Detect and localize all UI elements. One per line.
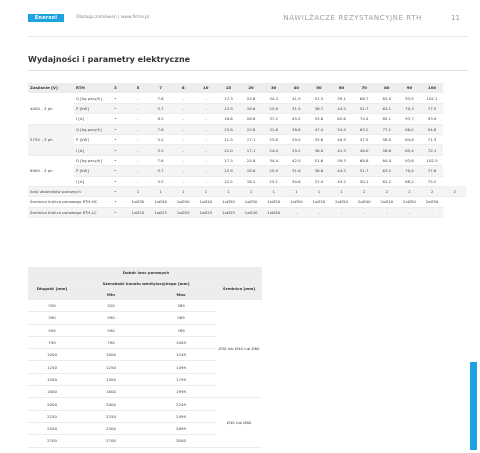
parameter-label: Q [kg pary/h] xyxy=(74,155,104,165)
duct-width-max: 2699 xyxy=(146,422,216,434)
table-cell: 31.6 xyxy=(262,124,285,134)
table-cell: 68,2 xyxy=(398,176,421,186)
lance-table-header-row xyxy=(28,278,262,289)
column-header: RTH xyxy=(74,83,104,93)
table-cell: 1xØ40 xyxy=(262,207,285,217)
table-cell: 1xØ40 xyxy=(195,197,218,207)
column-header: 15 xyxy=(217,83,240,93)
table-cell: 41.9 xyxy=(285,93,308,103)
table-cell: 2 xyxy=(443,186,466,196)
parameter-label: Q [kg pary/h] xyxy=(74,93,104,103)
table-cell: 12.9 xyxy=(217,103,240,113)
table-row xyxy=(28,155,466,165)
table-cell: • xyxy=(104,124,127,134)
lance-length: 590 xyxy=(28,324,76,336)
table-cell: 22.8 xyxy=(240,124,263,134)
table-cell: 58.0 xyxy=(376,134,399,144)
lance-length: 1000 xyxy=(28,349,76,361)
lance-length: 790 xyxy=(28,336,76,348)
parameter-label: I [A] xyxy=(74,176,104,186)
lance-selection-table xyxy=(28,267,262,448)
table-cell: 1xØ40 xyxy=(240,207,263,217)
table-cell: • xyxy=(104,145,127,155)
table-cell: • xyxy=(104,207,127,217)
table-cell: 48.0 xyxy=(353,145,376,155)
lance-length: 1500 xyxy=(28,373,76,385)
table-cell: 1 xyxy=(127,186,150,196)
lance-length: 350 xyxy=(28,300,76,312)
lance-group-header: Dobór lanc parowych xyxy=(76,267,216,278)
table-cell: 2xØ50 xyxy=(421,197,444,207)
table-cell: • xyxy=(104,197,127,207)
table-cell: 34.4 xyxy=(262,93,285,103)
table-cell: 51.7 xyxy=(353,103,376,113)
table-cell: 64,6 xyxy=(398,134,421,144)
table-cell: 1 xyxy=(195,186,218,196)
table-cell: 11.9 xyxy=(217,134,240,144)
table-cell: 93,7 xyxy=(398,114,421,124)
table-cell: 102.1 xyxy=(421,93,444,103)
duct-width-min: 2700 xyxy=(76,435,146,447)
table-cell: 58.6 xyxy=(376,145,399,155)
table-cell: 1xØ40 xyxy=(149,197,172,207)
table-cell: 50.1 xyxy=(353,176,376,186)
parameter-label: I [A] xyxy=(74,145,104,155)
table-cell: 15.8 xyxy=(217,124,240,134)
column-header: 50 xyxy=(308,83,331,93)
table-cell: 5.5 xyxy=(149,176,172,186)
table-cell: 59.3 xyxy=(330,155,353,165)
table-row xyxy=(28,114,466,124)
lance-table-body xyxy=(28,300,262,448)
table-cell: • xyxy=(104,155,127,165)
table-cell: - xyxy=(127,134,150,144)
table-cell: 17.1 xyxy=(240,145,263,155)
table-cell: 38.7 xyxy=(308,103,331,113)
row-label: Średnica króćca parowego RTH-HC xyxy=(28,197,104,207)
table-cell: 44.5 xyxy=(330,103,353,113)
length-header: Długość [mm] xyxy=(28,278,76,300)
lance-table-group-header-row xyxy=(28,267,262,278)
duct-width-min: 1250 xyxy=(76,361,146,373)
min-header: Min xyxy=(76,289,146,300)
row-label: Ilość zbiorników parowych xyxy=(28,186,104,196)
table-cell: - xyxy=(172,166,195,176)
table-cell: 63.2 xyxy=(376,166,399,176)
parameter-label: P [kW] xyxy=(74,166,104,176)
table-cell: 23.8 xyxy=(262,134,285,144)
table-cell: 24.8 xyxy=(240,93,263,103)
performance-header-row xyxy=(28,83,466,93)
table-cell: 42.0 xyxy=(285,155,308,165)
table-cell: 84.0 xyxy=(376,155,399,165)
table-cell: - xyxy=(308,207,331,217)
duct-width-max: 1999 xyxy=(146,386,216,398)
table-cell: 2 xyxy=(353,186,376,196)
duct-width-min: 390 xyxy=(76,312,146,324)
table-cell: 2xØ50 xyxy=(398,197,421,207)
table-cell: 31.5 xyxy=(285,103,308,113)
table-cell: 36.0 xyxy=(308,145,331,155)
table-cell: 77.5 xyxy=(421,103,444,113)
table-cell: 85.1 xyxy=(376,114,399,124)
table-cell: - xyxy=(195,166,218,176)
lance-length: 2000 xyxy=(28,398,76,410)
supply-voltage: 400V - 3 ph xyxy=(28,93,74,124)
section-divider xyxy=(28,70,468,71)
table-cell: - xyxy=(172,155,195,165)
table-cell: 31.6 xyxy=(285,166,308,176)
row-label: Średnica króćca parowego RTH-LC xyxy=(28,207,104,217)
table-cell: 94.8 xyxy=(421,124,444,134)
table-cell: 63.2 xyxy=(353,124,376,134)
table-cell: 1xØ30 xyxy=(127,197,150,207)
table-cell: 1xØ50 xyxy=(240,197,263,207)
table-cell: 25.1 xyxy=(262,176,285,186)
table-cell: • xyxy=(104,93,127,103)
table-row xyxy=(28,207,466,217)
table-cell: 1 xyxy=(330,186,353,196)
table-cell: 77.1 xyxy=(376,124,399,134)
table-cell: 93.9 xyxy=(421,114,444,124)
table-cell: 12.0 xyxy=(217,145,240,155)
table-cell: - xyxy=(127,155,150,165)
table-cell: 2 xyxy=(376,186,399,196)
table-cell: 18.6 xyxy=(217,114,240,124)
table-row xyxy=(28,103,466,113)
column-header: 7 xyxy=(149,83,172,93)
table-cell: 1xØ50 xyxy=(217,197,240,207)
column-header: 60 xyxy=(330,83,353,93)
page-number: 11 xyxy=(451,14,460,22)
table-cell: 38.8 xyxy=(308,166,331,176)
table-cell: 68.8 xyxy=(353,155,376,165)
table-cell: - xyxy=(172,114,195,124)
table-cell: 1xØ50 xyxy=(285,197,308,207)
column-header: 8 xyxy=(172,83,195,93)
table-cell: 70,4 xyxy=(398,166,421,176)
table-cell: • xyxy=(104,114,127,124)
table-cell: 5.2 xyxy=(149,134,172,144)
table-cell: 74.4 xyxy=(353,114,376,124)
performance-table xyxy=(28,83,466,218)
table-cell: 102.5 xyxy=(421,155,444,165)
table-row xyxy=(28,186,466,196)
table-cell: 2 xyxy=(421,186,444,196)
table-cell: 25.8 xyxy=(262,103,285,113)
diameter-header: Średnica [mm] xyxy=(216,278,262,300)
table-cell: 1 xyxy=(217,186,240,196)
column-header: 20 xyxy=(240,83,263,93)
table-cell: - xyxy=(172,145,195,155)
table-cell: 55.8 xyxy=(308,114,331,124)
duct-width-max: 589 xyxy=(146,312,216,324)
table-cell: 1xØ25 xyxy=(127,207,150,217)
table-cell: - xyxy=(398,207,421,217)
table-row xyxy=(28,124,466,134)
table-cell: 2xØ40 xyxy=(353,197,376,207)
table-cell: 8.3 xyxy=(149,114,172,124)
lance-length: 1800 xyxy=(28,386,76,398)
column-header: 10 xyxy=(195,83,218,93)
column-header: 30 xyxy=(262,83,285,93)
table-cell: 1xØ40 xyxy=(172,197,195,207)
table-cell: 1 xyxy=(262,186,285,196)
parameter-label: Q [kg pary/h] xyxy=(74,124,104,134)
duct-width-min: 1800 xyxy=(76,386,146,398)
table-cell: 7.6 xyxy=(149,155,172,165)
table-cell: 77.6 xyxy=(421,166,444,176)
table-cell: 51.5 xyxy=(308,93,331,103)
table-cell: 86,0 xyxy=(398,124,421,134)
table-cell: 17.1 xyxy=(240,134,263,144)
duct-width-max: 789 xyxy=(146,324,216,336)
lance-length: 2250 xyxy=(28,410,76,422)
table-cell: 1xØ50 xyxy=(262,197,285,207)
table-cell: 1xØ25 xyxy=(172,207,195,217)
performance-table-header xyxy=(28,83,466,93)
table-cell: 37.4 xyxy=(308,176,331,186)
table-cell: - xyxy=(172,103,195,113)
diameter-value: Ø30 lub Ø40 lub Ø60 xyxy=(216,300,262,398)
table-cell: - xyxy=(353,207,376,217)
table-cell: - xyxy=(127,145,150,155)
duct-width-min: 1000 xyxy=(76,349,146,361)
parameter-label: I [A] xyxy=(74,114,104,124)
table-cell: 34.4 xyxy=(262,155,285,165)
table-row xyxy=(28,166,466,176)
table-cell: 93,5 xyxy=(398,93,421,103)
table-cell: 83.9 xyxy=(376,93,399,103)
table-cell: 1xØ50 xyxy=(308,197,331,207)
table-cell: 44.5 xyxy=(330,166,353,176)
table-cell: 75.2 xyxy=(421,176,444,186)
table-cell: 47.5 xyxy=(353,134,376,144)
table-cell: - xyxy=(195,176,218,186)
max-header: Max xyxy=(146,289,216,300)
table-cell: 29.2 xyxy=(285,145,308,155)
table-cell: 7.6 xyxy=(149,93,172,103)
table-cell: 1 xyxy=(240,186,263,196)
parameter-label: P [kW] xyxy=(74,103,104,113)
table-cell: • xyxy=(104,186,127,196)
table-cell: 59.1 xyxy=(330,93,353,103)
table-cell: 37.2 xyxy=(262,114,285,124)
table-cell: 54.4 xyxy=(330,124,353,134)
column-header: 80 xyxy=(376,83,399,93)
table-cell: 43.2 xyxy=(330,176,353,186)
table-cell: - xyxy=(127,103,150,113)
table-row xyxy=(28,145,466,155)
duct-width-max: 1799 xyxy=(146,373,216,385)
duct-width-max: 2499 xyxy=(146,410,216,422)
page-title: NAWILŻACZE REZYSTANCYJNE RTH xyxy=(283,14,422,22)
table-cell: 1xØ25 xyxy=(149,207,172,217)
table-cell: 25.9 xyxy=(262,166,285,176)
table-cell: 1 xyxy=(285,186,308,196)
table-cell: • xyxy=(104,176,127,186)
table-cell: - xyxy=(172,134,195,144)
table-cell: 2xØ50 xyxy=(330,197,353,207)
duct-width-max: 1249 xyxy=(146,349,216,361)
duct-width-min: 590 xyxy=(76,324,146,336)
duct-width-min: 2000 xyxy=(76,398,146,410)
table-cell: 5.3 xyxy=(149,145,172,155)
duct-width-max: 1499 xyxy=(146,361,216,373)
table-cell: 2 xyxy=(398,186,421,196)
lance-selection-table-wrap xyxy=(28,267,262,448)
diameter-value: Ø40 lub Ø60 xyxy=(216,398,262,447)
duct-width-min: 320 xyxy=(76,300,146,312)
column-header: 100 xyxy=(421,83,444,93)
section-heading: Wydajności i parametry elektryczne xyxy=(28,55,191,64)
table-row xyxy=(28,93,466,103)
table-cell: 1 xyxy=(149,186,172,196)
lance-length: 390 xyxy=(28,312,76,324)
table-cell: 29.0 xyxy=(285,134,308,144)
table-cell: - xyxy=(330,207,353,217)
table-row xyxy=(28,134,466,144)
duct-width-max: 1009 xyxy=(146,336,216,348)
column-header: 3 xyxy=(104,83,127,93)
duct-width-min: 790 xyxy=(76,336,146,348)
table-cell: 1 xyxy=(308,186,331,196)
table-cell: - xyxy=(421,207,444,217)
table-cell: 65,4 xyxy=(398,145,421,155)
column-header: Zasilanie [V] xyxy=(28,83,74,93)
table-cell: 17.3 xyxy=(217,155,240,165)
duct-width-min: 1500 xyxy=(76,373,146,385)
column-header: 70 xyxy=(353,83,376,93)
column-header: 5 xyxy=(127,83,150,93)
duct-width-header: Szerokość kanału wentylacyjnego [mm] xyxy=(76,278,216,289)
table-cell: 26.8 xyxy=(240,114,263,124)
accent-bar xyxy=(470,362,477,450)
table-cell: 12.5 xyxy=(217,176,240,186)
table-cell: 18.6 xyxy=(240,103,263,113)
table-cell: 7.6 xyxy=(149,124,172,134)
lance-length: 2700 xyxy=(28,435,76,447)
table-cell: 18.1 xyxy=(240,176,263,186)
table-cell: - xyxy=(127,166,150,176)
table-cell: 41.3 xyxy=(330,145,353,155)
table-cell: 68.7 xyxy=(353,93,376,103)
table-cell: 51.7 xyxy=(353,166,376,176)
table-cell: 70,3 xyxy=(398,103,421,113)
table-cell: - xyxy=(376,207,399,217)
table-cell: 40.9 xyxy=(330,134,353,144)
table-row xyxy=(28,176,466,186)
table-cell: 2xØ40 xyxy=(376,197,399,207)
parameter-label: P [kW] xyxy=(74,134,104,144)
table-cell: 63.1 xyxy=(376,103,399,113)
table-cell: - xyxy=(195,134,218,144)
table-cell: 51.6 xyxy=(308,155,331,165)
column-header: 90 xyxy=(398,83,421,93)
table-cell: 1 xyxy=(172,186,195,196)
table-cell: 12.9 xyxy=(217,166,240,176)
table-cell: 72.1 xyxy=(421,145,444,155)
table-cell: 1xØ25 xyxy=(195,207,218,217)
table-cell: - xyxy=(195,103,218,113)
duct-width-max: 3000 xyxy=(146,435,216,447)
table-row xyxy=(28,300,262,312)
table-cell: - xyxy=(127,93,150,103)
table-cell: 24.8 xyxy=(240,155,263,165)
lance-length: 2500 xyxy=(28,422,76,434)
table-cell: 5.7 xyxy=(149,166,172,176)
table-cell: 1xØ25 xyxy=(217,207,240,217)
brand-logo: Enersol xyxy=(28,14,64,22)
table-cell: 47.4 xyxy=(308,124,331,134)
table-cell: - xyxy=(195,155,218,165)
table-cell: 62.6 xyxy=(330,114,353,124)
table-cell: 61.2 xyxy=(376,176,399,186)
table-cell: 35.6 xyxy=(308,134,331,144)
supply-voltage: 575V - 3 ph xyxy=(28,124,74,155)
table-cell: 17.3 xyxy=(217,93,240,103)
column-header: 40 xyxy=(285,83,308,93)
table-cell: - xyxy=(195,93,218,103)
table-cell: - xyxy=(172,93,195,103)
duct-width-max: 389 xyxy=(146,300,216,312)
table-cell: 30.6 xyxy=(285,176,308,186)
table-cell: - xyxy=(195,114,218,124)
table-cell: • xyxy=(104,103,127,113)
table-cell: - xyxy=(195,124,218,134)
table-cell: 71.3 xyxy=(421,134,444,144)
table-cell: - xyxy=(127,176,150,186)
table-cell: 93,6 xyxy=(398,155,421,165)
table-cell: 5.7 xyxy=(149,103,172,113)
table-cell: - xyxy=(285,207,308,217)
performance-table-body xyxy=(28,93,466,218)
table-row xyxy=(28,398,262,410)
table-cell: 45.5 xyxy=(285,114,308,124)
table-cell: - xyxy=(195,145,218,155)
table-cell: • xyxy=(104,166,127,176)
table-cell: 18.6 xyxy=(240,166,263,176)
lance-length: 1250 xyxy=(28,361,76,373)
header-divider xyxy=(28,36,468,37)
table-cell: - xyxy=(127,114,150,124)
duct-width-min: 2250 xyxy=(76,410,146,422)
duct-width-max: 2249 xyxy=(146,398,216,410)
table-cell: • xyxy=(104,134,127,144)
table-cell: 24.0 xyxy=(262,145,285,155)
table-row xyxy=(28,197,466,207)
duct-width-min: 2500 xyxy=(76,422,146,434)
supply-voltage: 690V - 3 ph xyxy=(28,155,74,186)
table-cell: - xyxy=(172,176,195,186)
table-cell: - xyxy=(127,124,150,134)
table-cell: - xyxy=(172,124,195,134)
header-contact: Obsługa zamówień | www.firma.pl xyxy=(76,15,149,20)
table-cell: 38.6 xyxy=(285,124,308,134)
